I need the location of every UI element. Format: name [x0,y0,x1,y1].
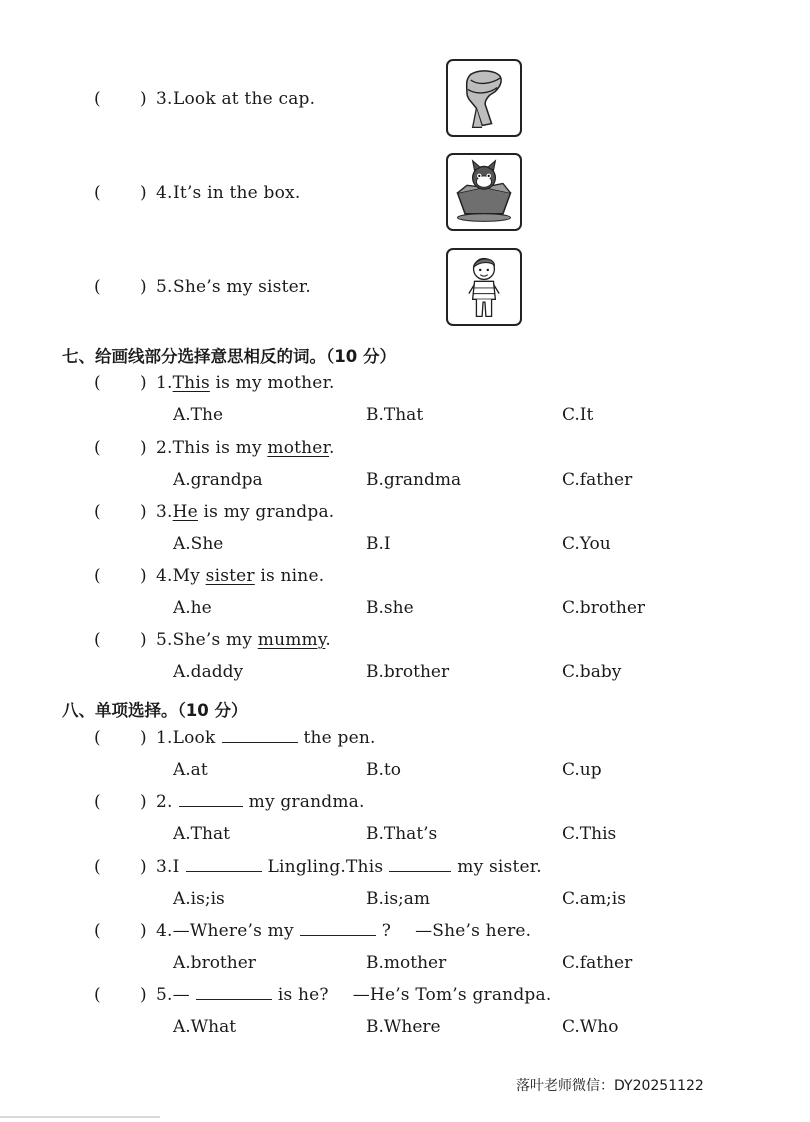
answer-paren-open: ( [94,857,101,877]
answer-blank [179,792,243,807]
option-b: B.That’s [366,824,438,844]
question-text: It’s in the box. [173,183,301,203]
answer-paren-close: ) [140,857,147,877]
answer-paren-open: ( [94,566,101,586]
option-a: A.brother [173,953,256,973]
question-text-part: —Where’s my [172,921,294,941]
section-title-8: 八、单项选择。（10 分） [62,701,248,720]
question-text-part: Look [172,728,216,748]
question-text-part: Lingling.This [267,857,384,877]
question-text-part: —She’s here. [415,921,532,941]
answer-paren-close: ) [140,792,147,812]
footer-contact: 落叶老师微信：DY20251122 [516,1078,704,1094]
option-a: A.grandpa [173,470,263,490]
option-b: B.brother [366,662,450,682]
question-text-post: is my grandpa. [197,502,335,522]
section-title-7: 七、给画线部分选择意思相反的词。（10 分） [62,347,396,366]
answer-paren-close: ) [140,502,147,522]
question-number: 1. [156,728,173,748]
question-text [156,373,335,393]
question-text-part: I [172,857,180,877]
answer-paren-close: ) [140,277,147,297]
question-number: 4. [156,566,173,586]
answer-paren-close: ) [140,438,147,458]
underlined-word: mother [267,438,330,458]
answer-paren-open: ( [94,985,101,1005]
question-text-post: is nine. [254,566,325,586]
option-a: A.at [173,760,208,780]
scarf-icon [446,59,522,137]
underlined-word: This [172,373,210,393]
answer-paren-close: ) [140,985,147,1005]
answer-blank [300,921,376,936]
answer-paren-close: ) [140,921,147,941]
answer-paren-close: ) [140,89,147,109]
answer-paren-open: ( [94,630,101,650]
question-number: 1. [156,373,173,393]
option-a: A.The [173,405,224,425]
question-number: 3. [156,857,173,877]
option-c: C.You [562,534,611,554]
question-text [156,728,376,748]
answer-paren-close: ) [140,373,147,393]
question-text-part: ? [381,921,392,941]
question-text-part: my grandma. [248,792,365,812]
question-text [156,857,542,877]
answer-paren-open: ( [94,373,101,393]
option-a: A.That [173,824,230,844]
option-c: C.Who [562,1017,619,1037]
underlined-word: mummy [257,630,326,650]
question-number: 5. [156,630,173,650]
answer-paren-open: ( [94,89,101,109]
answer-paren-close: ) [140,728,147,748]
cat-in-box-icon [446,153,522,231]
option-b: B.is;am [366,889,431,909]
underlined-word: He [172,502,198,522]
option-b: B.Where [366,1017,441,1037]
question-text-pre: This is my [172,438,268,458]
question-number: 4. [156,921,173,941]
answer-paren-open: ( [94,921,101,941]
bottom-edge-line [0,1116,160,1118]
option-a: A.he [173,598,212,618]
option-c: C.brother [562,598,646,618]
option-b: B.to [366,760,401,780]
question-text-post: is my mother. [209,373,335,393]
question-text-part: the pen. [303,728,376,748]
option-c: C.baby [562,662,622,682]
answer-paren-open: ( [94,438,101,458]
option-c: C.am;is [562,889,626,909]
question-number: 5. [156,277,173,297]
answer-blank [196,985,272,1000]
answer-blank [222,728,298,743]
answer-paren-close: ) [140,630,147,650]
question-number: 2. [156,438,173,458]
question-text-post: . [329,438,335,458]
answer-paren-open: ( [94,183,101,203]
option-c: C.This [562,824,617,844]
option-a: A.daddy [173,662,244,682]
question-text-part: my sister. [457,857,542,877]
option-c: C.father [562,470,633,490]
option-a: A.is;is [173,889,225,909]
question-text: Look at the cap. [173,89,316,109]
option-a: A.She [173,534,224,554]
answer-blank [186,857,262,872]
question-text [156,630,331,650]
answer-paren-open: ( [94,728,101,748]
question-text-post: . [325,630,332,650]
question-text [156,502,334,522]
question-text: She’s my sister. [173,277,311,297]
question-text-part: —He’s Tom’s grandpa. [352,985,552,1005]
option-b: B.That [366,405,424,425]
option-b: B.grandma [366,470,462,490]
answer-paren-close: ) [140,183,147,203]
answer-paren-open: ( [94,502,101,522]
option-c: C.up [562,760,602,780]
option-c: C.father [562,953,633,973]
question-number: 3. [156,502,173,522]
question-number: 5. [156,985,173,1005]
question-text-pre: She’s my [172,630,258,650]
option-b: B.she [366,598,414,618]
underlined-word: sister [205,566,255,586]
boy-icon [446,248,522,326]
question-text-part: — [172,985,190,1005]
option-b: B.mother [366,953,447,973]
question-number: 3. [156,89,173,109]
question-text [156,566,324,586]
question-text [156,985,551,1005]
question-number: 2. [156,792,173,812]
option-a: A.What [173,1017,237,1037]
answer-paren-open: ( [94,792,101,812]
question-text-part: is he? [277,985,329,1005]
answer-blank [389,857,451,872]
question-text [156,792,365,812]
answer-paren-open: ( [94,277,101,297]
question-text [156,921,531,941]
option-b: B.I [366,534,391,554]
question-text-pre: My [172,566,206,586]
option-c: C.It [562,405,594,425]
question-text [156,438,335,458]
answer-paren-close: ) [140,566,147,586]
question-number: 4. [156,183,173,203]
